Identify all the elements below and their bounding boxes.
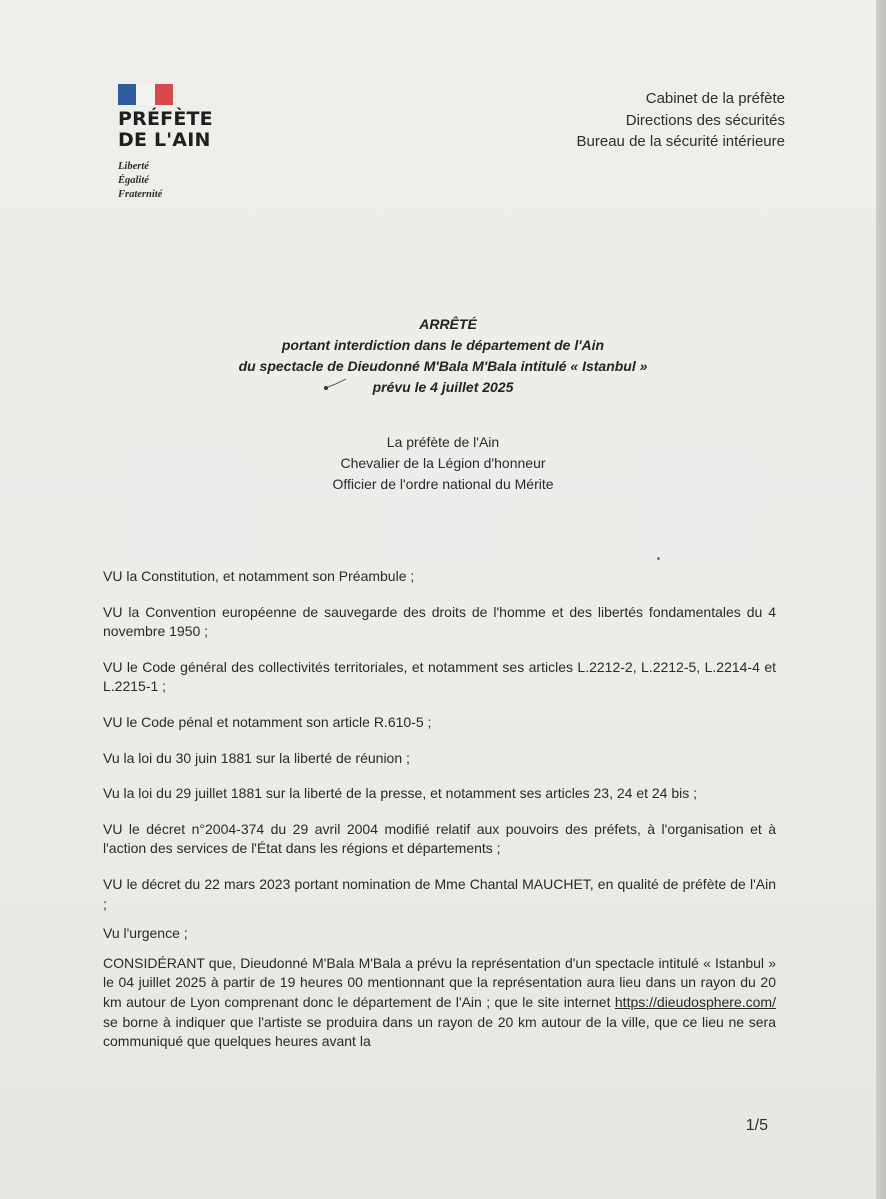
visa-paragraph: VU le Code pénal et notamment son article R.610-5 ; (103, 713, 432, 730)
visa-paragraph: VU le Code général des collectivités territoriales, et notamment ses articles L.2212-2, L.2212-5, L.2214-4 et L.2215-1 ; (103, 658, 776, 695)
considerant-paragraph: CONSIDÉRANT que, Dieudonné M'Bala M'Bala a prévu la représentation d'un spectacle intitulé « Istanbul » le 04 juillet 2025 à partir de 19 heures 00 mentionnant que la représentation aura lieu dans un rayon du 20 km autour de Lyon comprenant donc le département de l'Ain ; que le site internet https://dieudosphere.com/ se borne à indiquer que l'artiste se produira dans un rayon de 20 km autour de la ville, que ce lieu ne sera communiqué que quelques heures avant la (103, 954, 776, 1050)
republic-motto: Liberté Égalité Fraternité (118, 161, 163, 200)
dieudosphere-link[interactable]: https://dieudosphere.com/ (614, 993, 776, 1010)
decree-title: ARRÊTÉ portant interdiction dans le département de l'Ain du spectacle de Dieudonné M'Bala M'Bala intitulé « Istanbul » prévu le 4 juillet 2025 (0, 314, 886, 398)
speck (657, 557, 660, 560)
marianne-flag-icon (118, 84, 173, 105)
issuing-office: Cabinet de la préfète Directions des sécurités Bureau de la sécurité intérieure (576, 90, 785, 150)
visa-paragraph: Vu la loi du 30 juin 1881 sur la liberté de réunion ; (103, 749, 410, 766)
signatory-block: La préfète de l'Ain Chevalier de la Légion d'honneur Officier de l'ordre national du Mérite (332, 434, 554, 492)
visa-paragraph: VU le décret n°2004-374 du 29 avril 2004 modifié relatif aux pouvoirs des préfets, à l'organisation et à l'action des services de l'État dans les régions et départements ; (103, 820, 776, 857)
ink-mark-icon (322, 377, 348, 391)
prefecture-name: PRÉFÈTE DE L'AIN (118, 108, 213, 151)
page-edge (876, 0, 886, 1199)
visa-paragraph: VU la Constitution, et notamment son Préambule ; (103, 568, 415, 584)
visa-paragraph: Vu l'urgence ; (103, 925, 188, 942)
decree-body (103, 567, 776, 1068)
visa-paragraph: VU le décret du 22 mars 2023 portant nomination de Mme Chantal MAUCHET, en qualité de préfète de l'Ain ; (103, 875, 776, 912)
prefecture-logo (118, 84, 213, 202)
page-number: 1/5 (745, 1117, 768, 1134)
decree-heading: ARRÊTÉ (419, 316, 477, 332)
visa-paragraph: Vu la loi du 29 juillet 1881 sur la liberté de la presse, et notamment ses articles 23, 24 et 24 bis ; (103, 785, 698, 802)
visa-paragraph: VU la Convention européenne de sauvegarde des droits de l'homme et des libertés fondamentales du 4 novembre 1950 ; (103, 603, 776, 640)
